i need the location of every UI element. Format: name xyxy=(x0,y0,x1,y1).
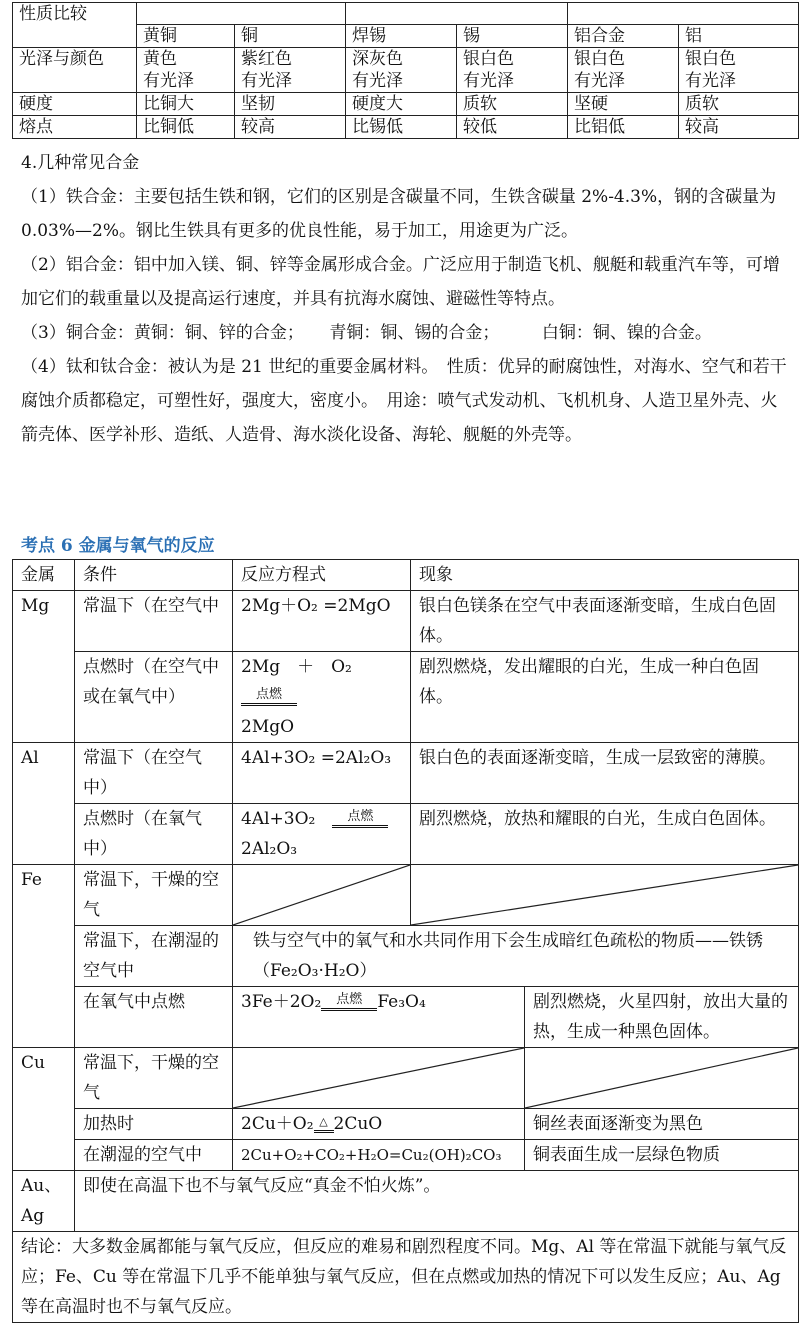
diagonal-line xyxy=(411,865,798,925)
heat-condition: △ xyxy=(314,1116,334,1128)
table-cell: 硬度大 xyxy=(346,93,457,116)
paragraph-titanium-alloy: （4）钛和钛合金：被认为是 21 世纪的重要金属材料。 性质：优异的耐腐蚀性，对海水、空气和若干腐蚀介质都稳定，可塑性好，强度大，密度小。 用途：喷气式发动机、飞机机身、人造卫星外壳、火箭壳体、医学补形、造纸、人造骨、海水淡化设备、海轮、舰艇的外壳等。 xyxy=(21,357,787,445)
table-cell: 坚硬 xyxy=(568,93,679,116)
equation-cell: 2Cu+O₂+CO₂+H₂O=Cu₂(OH)₂CO₃ xyxy=(233,1140,525,1171)
table-cell: 较低 xyxy=(457,116,568,139)
condition-cell: 点燃时（在空气中或在氧气中） xyxy=(75,652,233,743)
header-cell: 金属 xyxy=(13,560,75,591)
condition-cell: 常温下（在空气中） xyxy=(75,743,233,804)
empty-diagonal-cell xyxy=(411,865,799,926)
table-cell: 比铝低 xyxy=(568,116,679,139)
header-cell: 黄铜 xyxy=(137,25,235,48)
equation-cell: 4Al+3O₂ 点燃 2Al₂O₃ xyxy=(233,804,411,865)
empty-diagonal-cell xyxy=(233,1048,525,1109)
table-cell: 银白色 有光泽 xyxy=(679,48,799,93)
conclusion: 结论：大多数金属都能与氧气反应，但反应的难易和剧烈程度不同。Mg、Al 等在常温下就能与氧气反应；Fe、Cu 等在常温下几乎不能单独与氧气反应，但在点燃或加热的情况下可以发生反应；Au、Ag 等在高温时也不与氧气反应。 xyxy=(13,1232,799,1323)
table-cell: 坚韧 xyxy=(235,93,346,116)
paragraph-copper-alloy: （3）铜合金：黄铜：铜、锌的合金； 青铜：铜、锡的合金； 白铜：铜、镍的合金。 xyxy=(21,323,712,343)
header-cell: 焊锡 xyxy=(346,25,457,48)
row-label: 光泽与颜色 xyxy=(13,48,137,93)
phenomenon-cell: 银白色的表面逐渐变暗，生成一层致密的薄膜。 xyxy=(411,743,799,804)
condition-cell: 常温下（在空气中 xyxy=(75,591,233,652)
equation-cell: 3Fe＋2O₂ 点燃 Fe₃O₄ xyxy=(233,987,525,1048)
alloys-heading: 4.几种常见合金 xyxy=(21,153,140,173)
header-cell: 铜 xyxy=(235,25,346,48)
equation-cell: 2Mg ＋ O₂ 点燃 2MgO xyxy=(233,652,411,743)
header-cell: 现象 xyxy=(411,560,799,591)
table-cell: 银白色 有光泽 xyxy=(457,48,568,93)
ignite-condition: 点燃 xyxy=(332,811,388,823)
table-cell: 比锡低 xyxy=(346,116,457,139)
condition-cell: 点燃时（在氧气中） xyxy=(75,804,233,865)
phenomenon-cell: 剧烈燃烧，发出耀眼的白光，生成一种白色固体。 xyxy=(411,652,799,743)
metal-oxygen-table xyxy=(12,559,799,1323)
table-cell: 较高 xyxy=(235,116,346,139)
condition-cell: 常温下，在潮湿的空气中 xyxy=(75,926,233,987)
table-cell: 比铜大 xyxy=(137,93,235,116)
section-6-title: 考点 6 金属与氧气的反应 xyxy=(21,536,215,556)
equation-cell: 4Al+3O₂ =2Al₂O₃ xyxy=(233,743,411,804)
table-cell: 银白色 有光泽 xyxy=(568,48,679,93)
condition-cell: 在氧气中点燃 xyxy=(75,987,233,1048)
metal-cell: Fe xyxy=(13,865,75,1048)
header-cell: 锡 xyxy=(457,25,568,48)
alloy-property-table xyxy=(12,2,799,139)
condition-cell: 常温下，干燥的空气 xyxy=(75,865,233,926)
table-cell: 黄色 有光泽 xyxy=(137,48,235,93)
alloys-body xyxy=(21,180,791,452)
row-label: 硬度 xyxy=(13,93,137,116)
table-cell: 质软 xyxy=(679,93,799,116)
header-cell: 反应方程式 xyxy=(233,560,411,591)
paragraph-iron-alloy: （1）铁合金：主要包括生铁和钢，它们的区别是含碳量不同，生铁含碳量 2%-4.3%，钢的含碳量为 0.03%—2%。钢比生铁具有更多的优良性能，易于加工，用途更为广泛。 xyxy=(21,187,777,241)
phenomenon-cell: 铜丝表面逐渐变为黑色 xyxy=(525,1109,799,1140)
header-cell: 铝合金 xyxy=(568,25,679,48)
header-cell: 铝 xyxy=(679,25,799,48)
empty-diagonal-cell xyxy=(525,1048,799,1109)
phenomenon-cell: 即使在高温下也不与氧气反应“真金不怕火炼”。 xyxy=(75,1171,799,1232)
rust-description: 铁与空气中的氧气和水共同作用下会生成暗红色疏松的物质——铁锈（Fe₂O₃·H₂O） xyxy=(233,926,799,987)
phenomenon-cell: 银白色镁条在空气中表面逐渐变暗，生成白色固体。 xyxy=(411,591,799,652)
diagonal-line xyxy=(525,1048,798,1108)
header-cell: 条件 xyxy=(75,560,233,591)
diagonal-line xyxy=(233,1048,524,1108)
metal-cell: Al xyxy=(13,743,75,865)
table-cell: 比铜低 xyxy=(137,116,235,139)
diagonal-line xyxy=(233,865,410,925)
ignite-condition: 点燃 xyxy=(241,689,297,701)
metal-cell: Cu xyxy=(13,1048,75,1171)
table-cell: 紫红色 有光泽 xyxy=(235,48,346,93)
phenomenon-cell: 铜表面生成一层绿色物质 xyxy=(525,1140,799,1171)
equation-cell: 2Mg＋O₂ =2MgO xyxy=(233,591,411,652)
phenomenon-cell: 剧烈燃烧，放热和耀眼的白光，生成白色固体。 xyxy=(411,804,799,865)
table-cell: 深灰色 有光泽 xyxy=(346,48,457,93)
condition-cell: 常温下，干燥的空气 xyxy=(75,1048,233,1109)
metal-cell: Au、Ag xyxy=(13,1171,75,1232)
equation-cell: 2Cu＋O₂ △ 2CuO xyxy=(233,1109,525,1140)
metal-cell: Mg xyxy=(13,591,75,743)
table-cell: 质软 xyxy=(457,93,568,116)
empty-diagonal-cell xyxy=(233,865,411,926)
condition-cell: 加热时 xyxy=(75,1109,233,1140)
table-cell: 较高 xyxy=(679,116,799,139)
ignite-condition: 点燃 xyxy=(321,994,377,1006)
paragraph-aluminium-alloy: （2）铝合金：铝中加入镁、铜、锌等金属形成合金。广泛应用于制造飞机、舰艇和载重汽车等，可增加它们的载重量以及提高运行速度，并具有抗海水腐蚀、避磁性等特点。 xyxy=(21,255,780,309)
phenomenon-cell: 剧烈燃烧，火星四射，放出大量的热，生成一种黑色固体。 xyxy=(525,987,799,1048)
corner-cell: 性质比较 xyxy=(13,3,137,48)
condition-cell: 在潮湿的空气中 xyxy=(75,1140,233,1171)
row-label: 熔点 xyxy=(13,116,137,139)
